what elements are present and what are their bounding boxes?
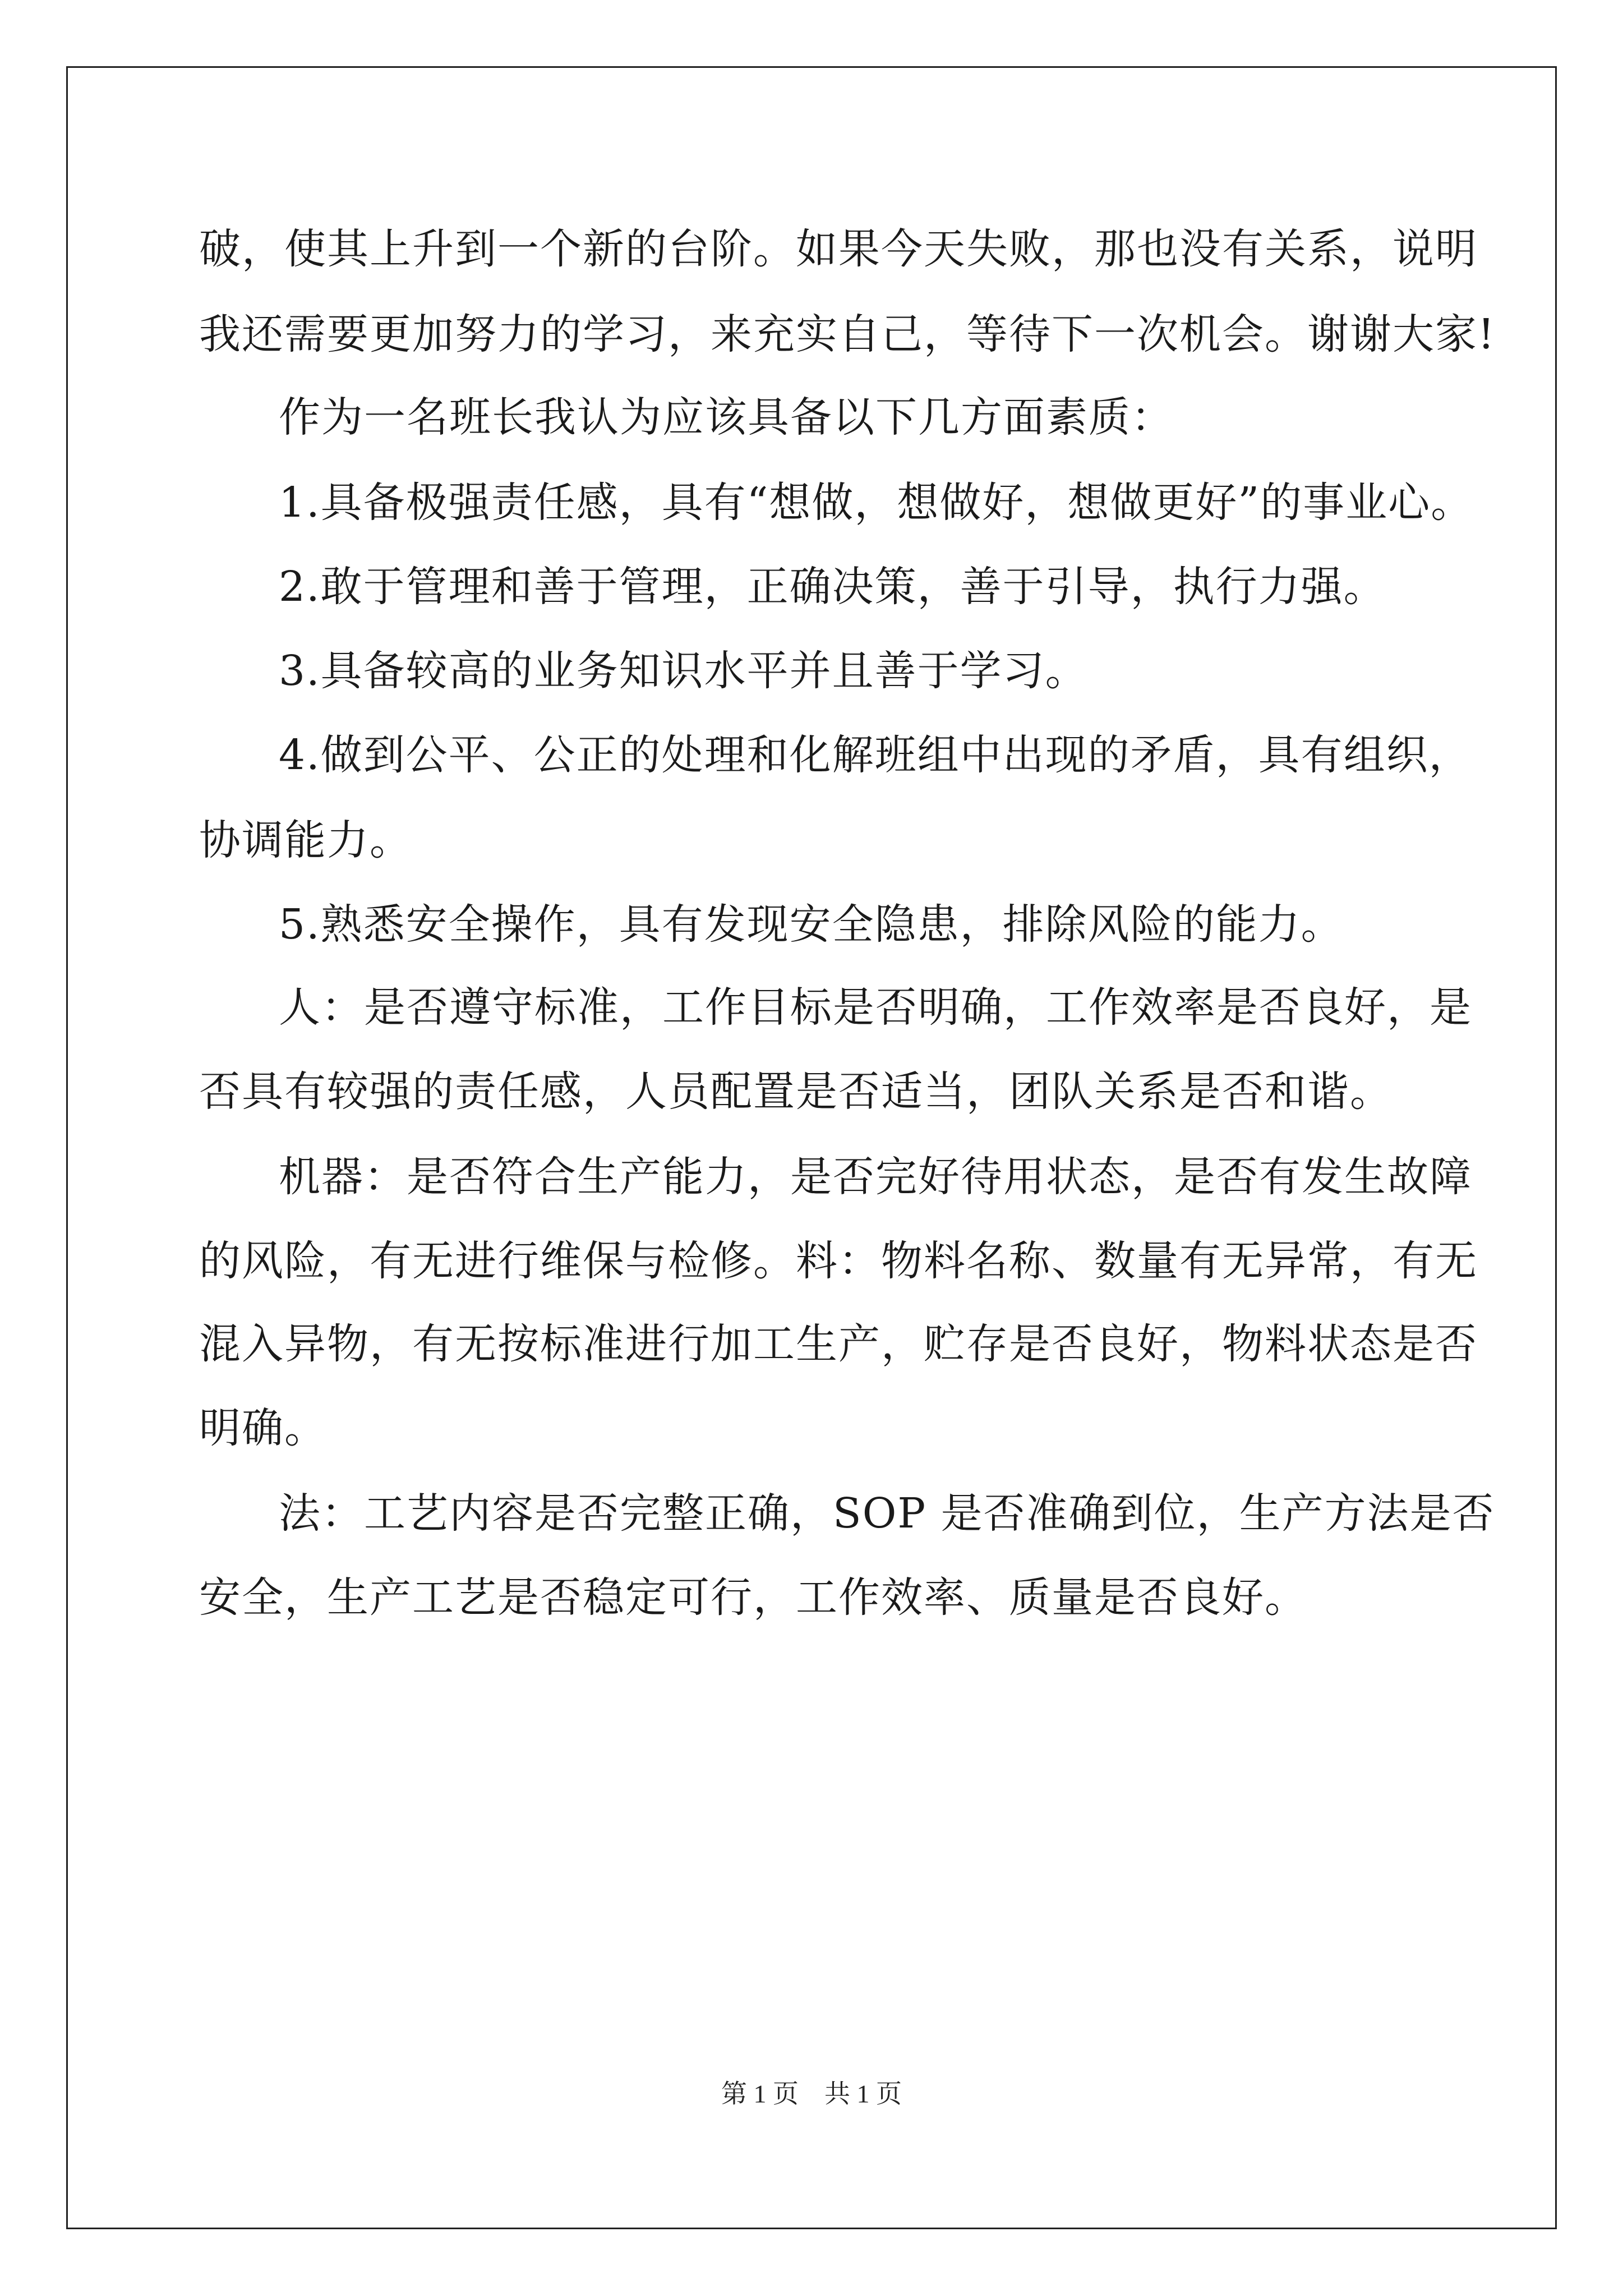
text-line: 3.具备较高的业务知识水平并且善于学习。 xyxy=(279,647,1088,695)
text-line: 的风险，有无进行维保与检修。料：物料名称、数量有无异常，有无 xyxy=(199,1237,1478,1285)
text-line: 机器：是否符合生产能力，是否完好待用状态，是否有发生故障 xyxy=(279,1153,1472,1201)
text-line: 协调能力。 xyxy=(199,816,412,864)
text-line: 1.具备极强责任感，具有“想做，想做好，想做更好”的事业心。 xyxy=(279,478,1474,527)
text-line: 人：是否遵守标准，工作目标是否明确，工作效率是否良好，是 xyxy=(279,983,1472,1032)
text-line: 混入异物，有无按标准进行加工生产，贮存是否良好，物料状态是否 xyxy=(199,1320,1478,1368)
text-line: 作为一名班长我认为应该具备以下几方面素质： xyxy=(279,393,1174,441)
text-line: 4.做到公平、公正的处理和化解班组中出现的矛盾，具有组织， xyxy=(279,731,1472,779)
text-line: 否具有较强的责任感，人员配置是否适当，团队关系是否和谐。 xyxy=(199,1068,1393,1116)
text-line: 法：工艺内容是否完整正确，SOP 是否准确到位，生产方法是否 xyxy=(279,1489,1495,1538)
text-line: 明确。 xyxy=(199,1404,327,1452)
page-number-footer: 第 1 页 共 1 页 xyxy=(721,2079,902,2108)
text-line: 5.熟悉安全操作，具有发现安全隐患，排除风险的能力。 xyxy=(279,900,1344,949)
text-line: 我还需要更加努力的学习，来充实自己，等待下一次机会。谢谢大家! xyxy=(199,310,1496,358)
text-line: 破，使其上升到一个新的台阶。如果今天失败，那也没有关系，说明 xyxy=(199,225,1478,273)
text-line: 2.敢于管理和善于管理，正确决策，善于引导，执行力强。 xyxy=(279,563,1386,611)
text-line: 安全，生产工艺是否稳定可行，工作效率、质量是否良好。 xyxy=(199,1573,1307,1622)
